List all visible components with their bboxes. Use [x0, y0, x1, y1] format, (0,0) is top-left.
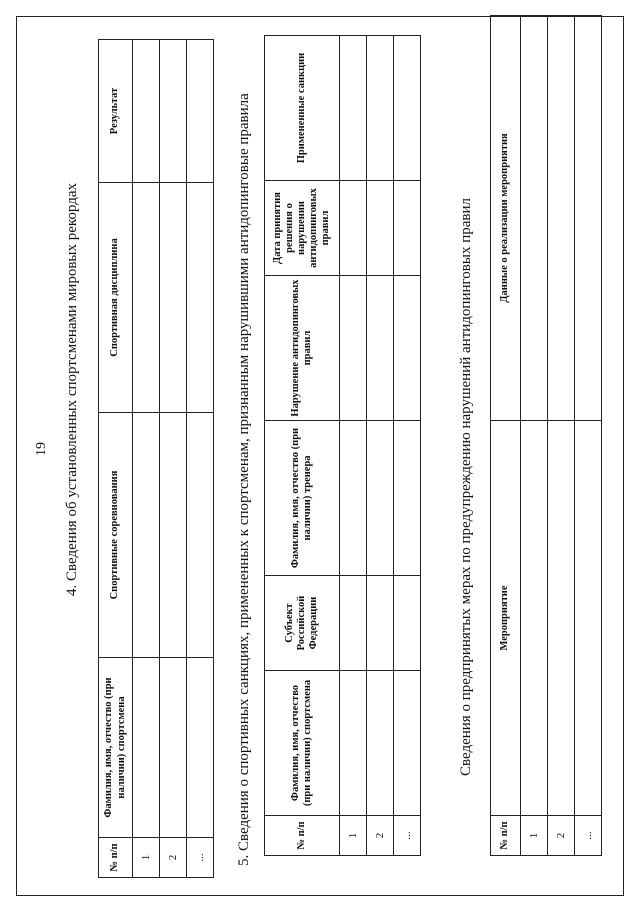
header-cell: Примененные санкции: [265, 36, 340, 181]
section4-header-row: [99, 40, 133, 878]
table-row: [548, 16, 575, 856]
header-cell: Нарушение антидопинговых правил: [265, 276, 340, 421]
header-cell: Данные о реализации мероприятия: [491, 16, 521, 421]
header-cell: Мероприятие: [491, 421, 521, 816]
section6-title: Сведения о предпринятых мерах по предупреждению нарушений антидопинговых правил: [458, 198, 474, 776]
row-number: 2: [367, 816, 394, 856]
section5-title: 5. Сведения о спортивных санкциях, примененных к спортсменам, признанным нарушившими антидопинговые правила: [236, 93, 252, 866]
table-row: [394, 36, 421, 856]
row-number: ...: [394, 816, 421, 856]
header-cell: Спортивная дисциплина: [99, 183, 133, 413]
row-number: ...: [187, 838, 214, 878]
table-row: [133, 40, 160, 878]
table-row: [367, 36, 394, 856]
table-row: [187, 40, 214, 878]
header-cell: № п/п: [99, 838, 133, 878]
landscape-content: [16, 16, 624, 896]
section5-table: [264, 35, 421, 856]
table-row: [160, 40, 187, 878]
table-row: [521, 16, 548, 856]
row-number: ...: [575, 816, 602, 856]
header-cell: Результат: [99, 40, 133, 183]
row-number: 2: [548, 816, 575, 856]
header-cell: Субъект Российской Федерации: [265, 576, 340, 671]
row-number: 1: [133, 838, 160, 878]
table-row: [340, 36, 367, 856]
section6-table: [490, 15, 602, 856]
table-row: [575, 16, 602, 856]
row-number: 1: [340, 816, 367, 856]
section4-table: [98, 39, 214, 878]
header-cell: Фамилия, имя, отчество (при наличии) спортсмена: [265, 671, 340, 816]
header-cell: Дата принятия решения о нарушении антидопинговых правил: [265, 181, 340, 276]
header-cell: Спортивные соревнования: [99, 413, 133, 658]
page-number: 19: [34, 442, 49, 456]
section6-header-row: [491, 16, 521, 856]
section4-title: 4. Сведения об установленных спортсменами мировых рекордах: [64, 182, 80, 596]
header-cell: Фамилия, имя, отчество (при наличии) тренера: [265, 421, 340, 576]
header-cell: № п/п: [265, 816, 340, 856]
row-number: 1: [521, 816, 548, 856]
section5-header-row: [265, 36, 340, 856]
row-number: 2: [160, 838, 187, 878]
header-cell: Фамилия, имя, отчество (при наличии) спортсмена: [99, 658, 133, 838]
header-cell: № п/п: [491, 816, 521, 856]
